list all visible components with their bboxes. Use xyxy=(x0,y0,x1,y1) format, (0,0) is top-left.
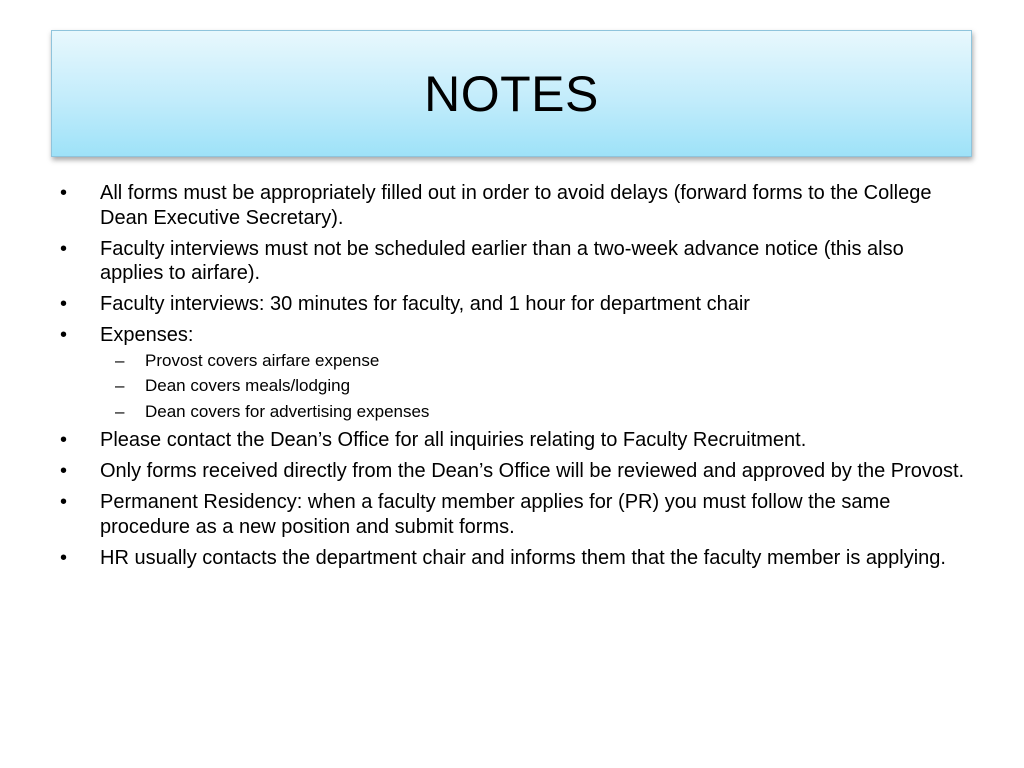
bullet-text: Please contact the Dean’s Office for all inquiries relating to Faculty Recruitment. xyxy=(100,429,807,451)
bullet-mark: • xyxy=(60,182,68,204)
bullet-item-expenses xyxy=(60,323,970,422)
sub-bullet-item xyxy=(100,401,970,422)
notes-bullet-list xyxy=(60,181,970,577)
sub-bullet-text: Provost covers airfare expense xyxy=(145,350,380,370)
slide-title: NOTES xyxy=(424,65,599,122)
bullet-text: Faculty interviews: 30 minutes for faculty, and 1 hour for department chair xyxy=(100,293,750,315)
bullet-item xyxy=(60,490,970,539)
bullet-item xyxy=(60,292,970,317)
bullet-text: HR usually contacts the department chair and informs them that the faculty member is applying. xyxy=(100,546,946,569)
bullet-item xyxy=(60,428,970,453)
expenses-sub-list xyxy=(100,350,970,422)
sub-bullet-item xyxy=(100,375,970,396)
bullet-text: Faculty interviews must not be scheduled earlier than a two-week advance notice (this also applies to airfare). xyxy=(100,237,904,284)
bullet-mark: • xyxy=(60,324,68,346)
sub-bullet-item xyxy=(100,350,970,371)
dash-mark: – xyxy=(115,350,125,370)
bullet-item xyxy=(60,181,970,230)
bullet-mark: • xyxy=(60,237,68,260)
bullet-item xyxy=(60,237,970,286)
title-banner xyxy=(51,30,972,157)
bullet-mark: • xyxy=(60,460,68,482)
bullet-mark: • xyxy=(60,491,68,513)
bullet-text: Only forms received directly from the Dean’s Office will be reviewed and approved by the Provost. xyxy=(100,460,965,482)
dash-mark: – xyxy=(115,401,125,421)
bullet-mark: • xyxy=(60,546,68,569)
bullet-mark: • xyxy=(60,293,68,315)
bullet-mark: • xyxy=(60,429,68,451)
dash-mark: – xyxy=(115,376,125,395)
sub-bullet-text: Dean covers meals/lodging xyxy=(145,376,351,395)
bullet-text: Permanent Residency: when a faculty member applies for (PR) you must follow the same procedure as a new position and submit forms. xyxy=(100,491,891,538)
bullet-item xyxy=(60,546,970,571)
bullet-item xyxy=(60,459,970,484)
sub-bullet-text: Dean covers for advertising expenses xyxy=(145,401,430,421)
bullet-text: All forms must be appropriately filled out in order to avoid delays (forward forms to the College Dean Executive Secretary). xyxy=(100,182,932,229)
bullet-text: Expenses: xyxy=(100,324,194,346)
